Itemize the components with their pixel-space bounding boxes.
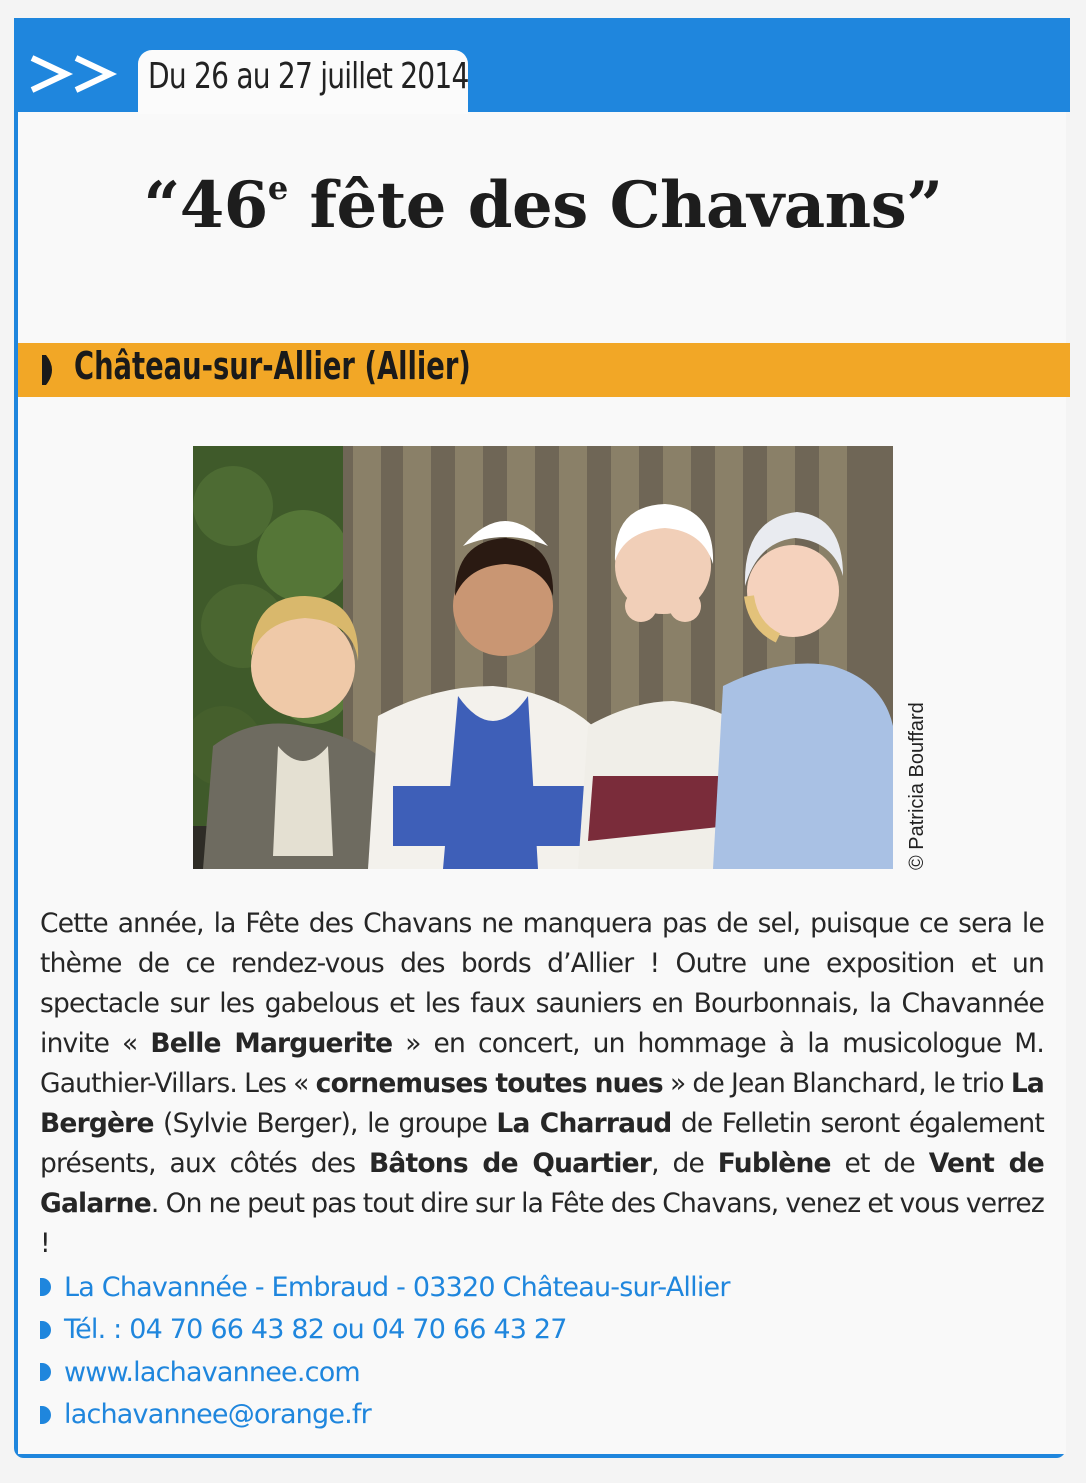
- contact-website[interactable]: [40, 1351, 730, 1394]
- half-circle-bullet-icon: [40, 353, 60, 387]
- title-superscript: e: [267, 169, 288, 207]
- half-circle-bullet-icon: [40, 1321, 51, 1339]
- artist-vent-de-galarne: Vent de Galarne: [40, 1148, 1044, 1219]
- half-circle-bullet-icon: [40, 1363, 51, 1381]
- artist-la-charraud: La Charraud: [496, 1108, 672, 1139]
- double-chevron-icon: [26, 44, 126, 104]
- title-prefix: “46: [143, 168, 268, 243]
- half-circle-bullet-icon: [40, 1278, 51, 1296]
- artist-cornemuses-toutes-nues: cornemuses toutes nues: [315, 1068, 663, 1099]
- artist-belle-marguerite: Belle Marguerite: [150, 1028, 393, 1059]
- half-circle-bullet-icon: [40, 1406, 51, 1424]
- contact-address: [40, 1266, 730, 1309]
- title-suffix: fête des Chavans”: [287, 168, 943, 243]
- contact-address-text: La Chavannée - Embraud - 03320 Château-sur-Allier: [64, 1271, 730, 1303]
- contact-list: [40, 1266, 730, 1436]
- contact-phone: [40, 1309, 730, 1352]
- article-text: Cette année, la Fête des Chavans ne manquera pas de sel, puisque ce sera le thème de ce rendez-vous des bords d’Allier ! Outre une exposition et un spectacle sur les gabelous et les faux sauniers en Bourbonnais, la Chavannée invite « Belle Marguerite » en concert, un hommage à la musicologue M. Gauthier-Villars. Les « cornemuses toutes nues » de Jean Blanchard, le trio La Bergère (Sylvie Berger), le groupe La Charraud de Felletin seront également présents, aux côtés des Bâtons de Quartier, de Fublène et de Vent de Galarne. On ne peut pas tout dire sur la Fête des Chavans, venez et vous verrez !: [40, 908, 1045, 1259]
- artist-batons-de-quartier: Bâtons de Quartier: [369, 1148, 652, 1179]
- contact-email[interactable]: [40, 1394, 730, 1437]
- event-date: Du 26 au 27 juillet 2014: [148, 56, 469, 97]
- artist-la-bergere: La Bergère: [40, 1068, 1045, 1139]
- location-heading: Château-sur-Allier (Allier): [74, 344, 471, 388]
- email-link[interactable]: lachavannee@orange.fr: [64, 1399, 371, 1431]
- children-photo-illustration: [193, 446, 893, 869]
- event-photo: [193, 446, 893, 869]
- artist-fublene: Fublène: [717, 1148, 831, 1179]
- contact-phone-text: Tél. : 04 70 66 43 82 ou 04 70 66 43 27: [64, 1314, 567, 1346]
- photo-credit: © Patricia Bouffard: [906, 702, 928, 870]
- article-title: [0, 168, 1086, 243]
- website-link[interactable]: www.lachavannee.com: [64, 1356, 360, 1388]
